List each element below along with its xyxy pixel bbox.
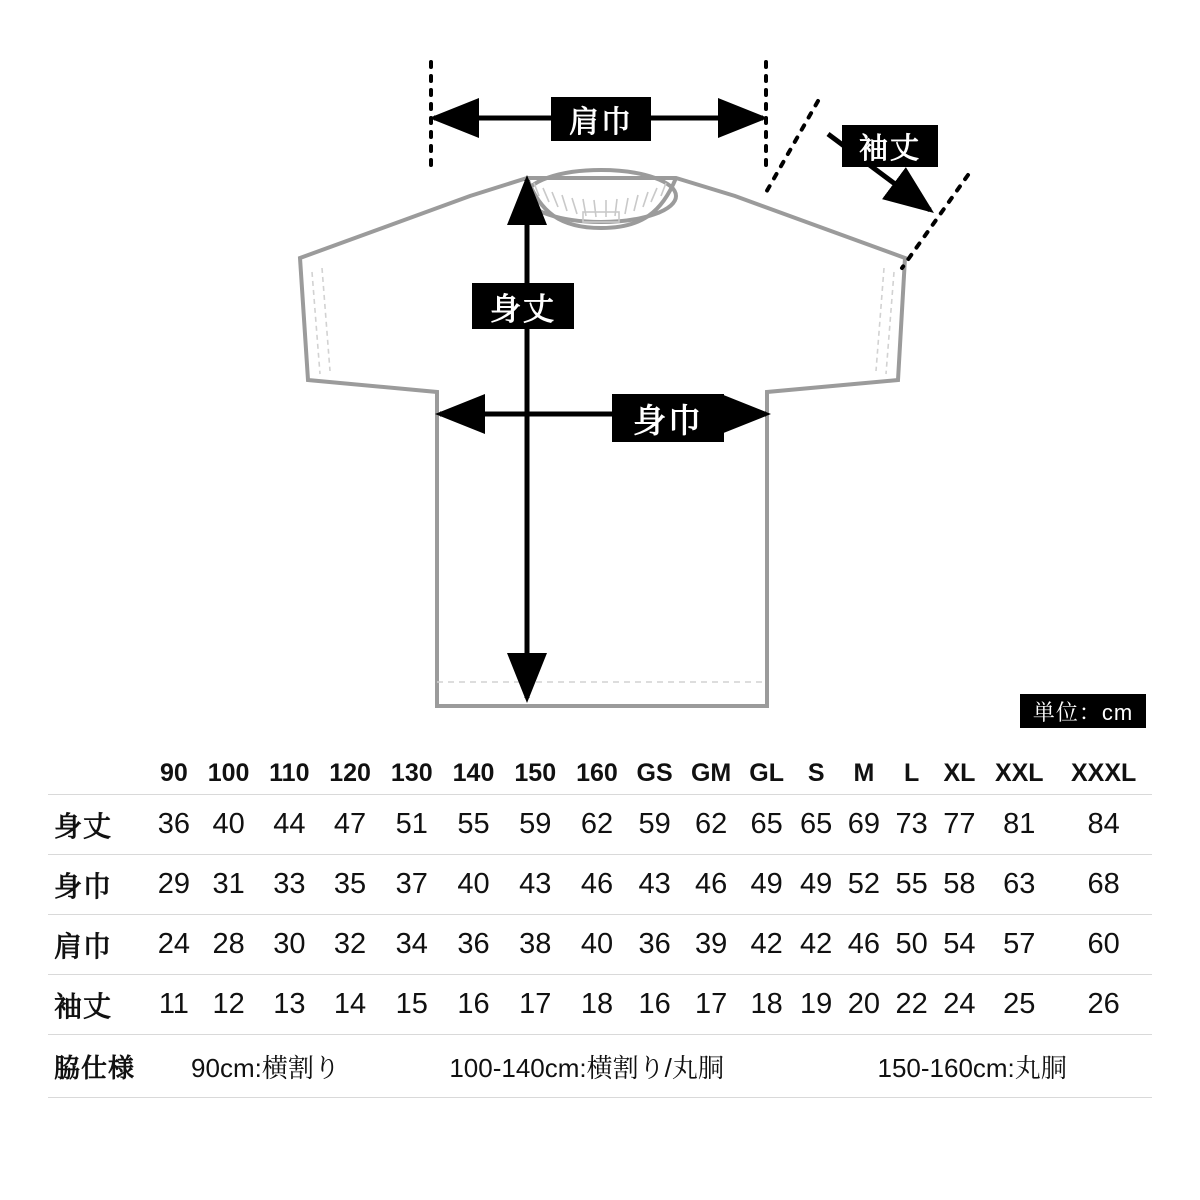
table-row-side-spec: [48, 1035, 1152, 1098]
column-header: L: [904, 758, 920, 787]
cell: 57: [1003, 928, 1036, 960]
cell: 28: [212, 928, 245, 960]
cell: 24: [157, 928, 190, 960]
cell: 13: [273, 988, 306, 1020]
cell: 42: [750, 928, 783, 960]
cell: 73: [895, 808, 928, 840]
cell: 69: [847, 808, 881, 840]
cell: 42: [800, 928, 833, 960]
cell: 59: [638, 808, 671, 840]
table-row: [48, 795, 1152, 855]
table-row: [48, 855, 1152, 915]
cell: 31: [212, 868, 245, 900]
cell: 17: [519, 988, 552, 1020]
column-header: GS: [636, 758, 673, 787]
cell: 49: [800, 868, 833, 900]
column-header: S: [807, 758, 825, 787]
size-chart-body: [48, 795, 1152, 1098]
cell: 46: [694, 868, 728, 900]
column-header: 120: [329, 758, 371, 787]
cell: 63: [1003, 868, 1036, 900]
cell: 55: [457, 808, 490, 840]
cell: 22: [895, 988, 928, 1020]
cell: 68: [1087, 868, 1120, 900]
cell: 58: [943, 868, 976, 900]
cell: 16: [638, 988, 671, 1020]
cell: 62: [580, 808, 614, 840]
cell: 32: [333, 928, 367, 960]
size-chart-table: [48, 752, 1152, 1098]
cell: 12: [212, 988, 245, 1020]
cell: 36: [157, 808, 190, 840]
cell: 65: [750, 808, 783, 840]
cell: 37: [395, 868, 428, 900]
cell: 35: [333, 868, 367, 900]
label-body-length: 身丈: [472, 283, 574, 329]
side-spec-note: 100-140cm:横割り/丸胴: [449, 1052, 724, 1083]
shirt-outline: [300, 170, 905, 706]
cell: 46: [847, 928, 881, 960]
column-header: M: [853, 758, 875, 787]
size-chart-header: [48, 752, 1152, 795]
sleeve-hem-stitching: [312, 268, 894, 374]
header-corner-cell: [48, 752, 150, 795]
cell: 18: [750, 988, 783, 1020]
cell: 40: [457, 868, 490, 900]
table-row: [48, 975, 1152, 1035]
cell: 77: [943, 808, 976, 840]
cell: 14: [333, 988, 367, 1020]
cell: 43: [519, 868, 552, 900]
column-header: GL: [749, 758, 784, 787]
side-spec-note: 90cm:横割り: [191, 1052, 340, 1083]
label-sleeve-length: 袖丈: [842, 125, 938, 167]
cell: 47: [333, 808, 367, 840]
cell: 55: [895, 868, 928, 900]
cell: 39: [694, 928, 728, 960]
cell: 18: [580, 988, 614, 1020]
label-shoulder-width: 肩巾: [551, 97, 651, 141]
cell: 30: [273, 928, 306, 960]
cell: 40: [580, 928, 614, 960]
cell: 33: [273, 868, 306, 900]
cell: 54: [943, 928, 976, 960]
column-header: 90: [159, 758, 188, 787]
cell: 19: [800, 988, 833, 1020]
row-label: 肩巾: [54, 930, 113, 962]
side-spec-note: 150-160cm:丸胴: [877, 1052, 1067, 1083]
column-header: 150: [514, 758, 557, 787]
cell: 15: [395, 988, 428, 1020]
cell: 17: [694, 988, 728, 1020]
cell: 49: [750, 868, 783, 900]
cell: 36: [638, 928, 671, 960]
column-header: 130: [390, 758, 433, 787]
label-body-width: 身巾: [612, 394, 724, 442]
column-header: XL: [943, 758, 976, 787]
table-header-row: [48, 752, 1152, 795]
cell: 50: [895, 928, 928, 960]
cell: 24: [943, 988, 976, 1020]
cell: 81: [1003, 808, 1036, 840]
cell: 11: [158, 988, 189, 1020]
cell: 60: [1087, 928, 1120, 960]
cell: 26: [1087, 988, 1120, 1020]
cell: 46: [580, 868, 614, 900]
column-header: 160: [576, 758, 618, 787]
column-header: XXL: [994, 758, 1044, 787]
cell: 36: [457, 928, 490, 960]
column-header: 140: [452, 758, 495, 787]
cell: 40: [212, 808, 245, 840]
row-label: 身丈: [54, 810, 113, 842]
cell: 43: [638, 868, 671, 900]
cell: 38: [519, 928, 552, 960]
cell: 62: [694, 808, 728, 840]
cell: 65: [800, 808, 833, 840]
cell: 44: [273, 808, 306, 840]
cell: 20: [847, 988, 881, 1020]
cell: 25: [1003, 988, 1036, 1020]
column-header: 110: [269, 758, 310, 787]
column-header: XXXL: [1070, 758, 1137, 787]
row-label: 袖丈: [54, 990, 113, 1022]
row-label: 身巾: [54, 870, 113, 902]
cell: 59: [519, 808, 552, 840]
cell: 16: [457, 988, 490, 1020]
row-label: 脇仕様: [54, 1052, 136, 1083]
cell: 51: [395, 808, 428, 840]
cell: 84: [1087, 808, 1120, 840]
cell: 34: [395, 928, 428, 960]
label-unit: 単位：cm: [1020, 694, 1146, 728]
table-row: [48, 915, 1152, 975]
cell: 29: [157, 868, 190, 900]
cell: 52: [847, 868, 881, 900]
column-header: 100: [207, 758, 250, 787]
column-header: GM: [690, 758, 732, 787]
